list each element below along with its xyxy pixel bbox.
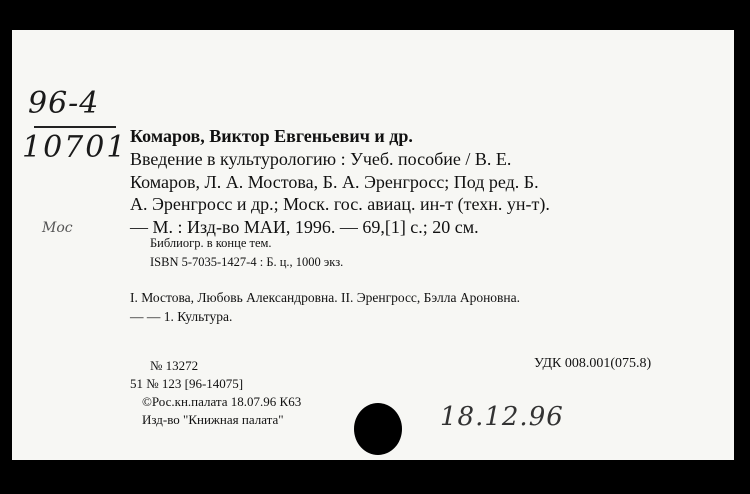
call-number-top: 96-4: [28, 86, 100, 121]
copyright-line: ©Рос.кн.палата 18.07.96 К63: [142, 394, 302, 409]
registration-line: 51 № 123 [96-14075]: [130, 376, 244, 391]
record-number: № 13272: [150, 358, 199, 373]
description-block: [130, 148, 550, 238]
tracings-block: [130, 288, 520, 326]
catalog-card: [12, 30, 734, 460]
marginal-scribble: Мос: [42, 220, 73, 236]
isbn-note: ISBN 5-7035-1427-4 : Б. ц., 1000 экз.: [150, 255, 344, 269]
call-number-bottom: 10701: [22, 130, 128, 165]
call-number-divider: [34, 126, 116, 128]
tracing-line: — — 1. Культура.: [130, 309, 233, 324]
entry-heading: Комаров, Виктор Евгеньевич и др.: [130, 126, 413, 146]
description-line: — М. : Изд-во МАИ, 1996. — 69,[1] с.; 20 см.: [130, 216, 479, 237]
bibliography-note: Библиогр. в конце тем.: [150, 236, 272, 250]
handwritten-date: 18.12.96: [440, 402, 564, 432]
publisher-line: Изд-во "Книжная палата": [142, 412, 284, 427]
tracing-line: I. Мостова, Любовь Александровна. II. Эренгросс, Бэлла Ароновна.: [130, 290, 521, 305]
description-line: Введение в культурологию : Учеб. пособие / В. Е.: [130, 149, 512, 169]
notes-block: [150, 234, 343, 272]
udc-code: УДК 008.001(075.8): [534, 356, 652, 371]
punch-hole: [354, 403, 402, 455]
description-line: А. Эренгросс и др.; Моск. гос. авиац. ин-т (техн. ун-т).: [130, 194, 550, 214]
description-line: Комаров, Л. А. Мостова, Б. А. Эренгросс; Под ред. Б.: [130, 171, 539, 192]
